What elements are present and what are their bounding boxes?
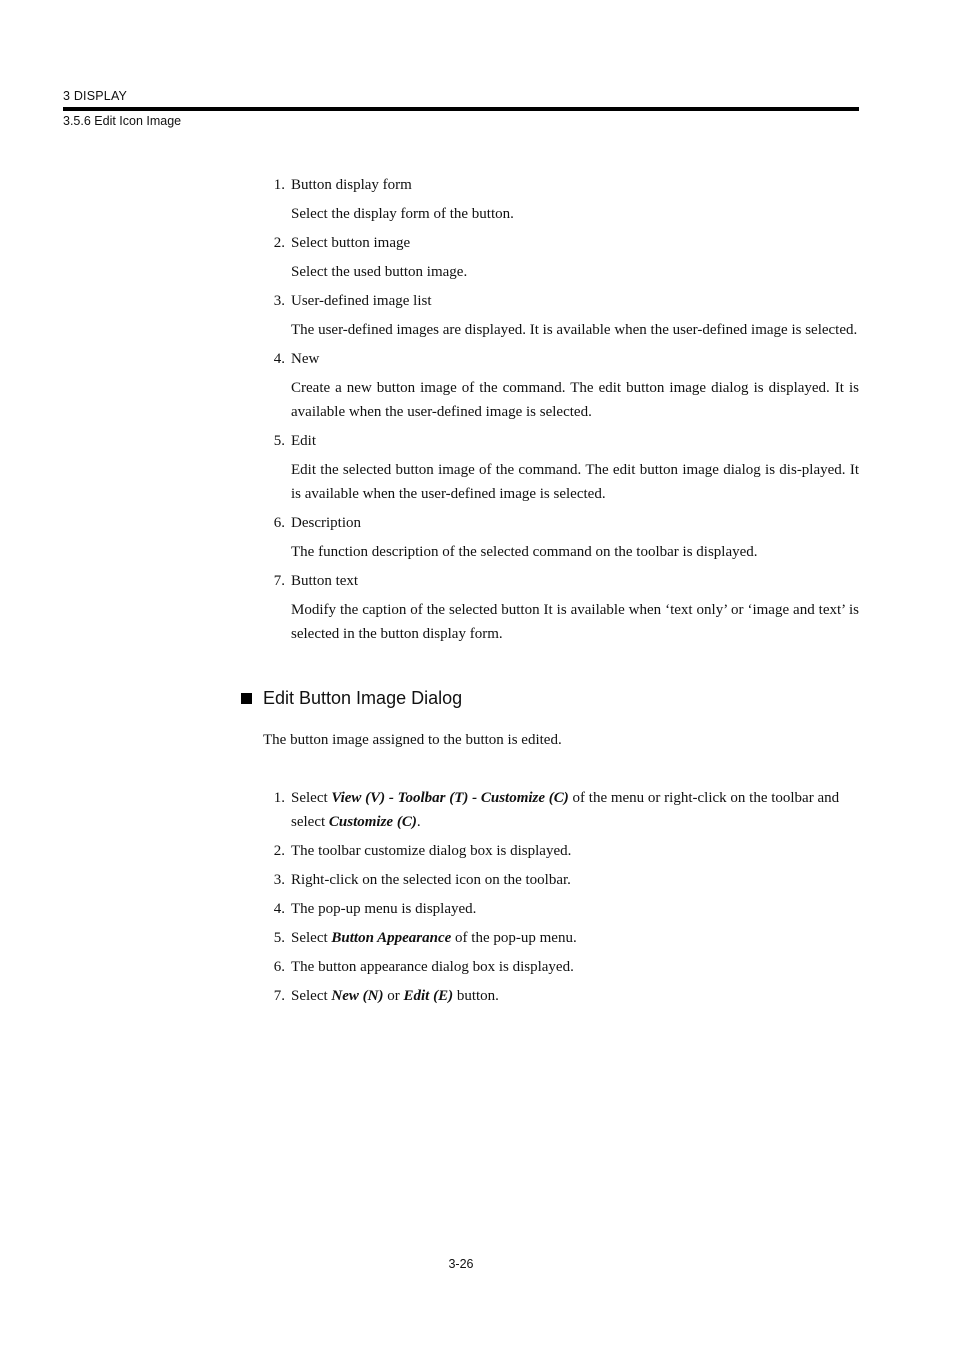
section-heading xyxy=(241,688,462,709)
item-title: Button text xyxy=(291,573,359,589)
item-description: Modify the caption of the selected button It is available when ‘text only’ or ‘image and text’ is selected in the button display form. xyxy=(291,602,859,642)
item-title: Select button image xyxy=(291,235,411,251)
step-item: 7. Select New (N) or Edit (E) button. xyxy=(273,988,499,1004)
item-title: User-defined image list xyxy=(291,293,432,309)
button-name: Edit (E) xyxy=(403,988,454,1004)
section-intro: The button image assigned to the button is edited. xyxy=(263,732,562,748)
step-item: 4. The pop-up menu is displayed. xyxy=(273,901,477,917)
step-item: 5. Select Button Appearance of the pop-up menu. xyxy=(273,930,577,946)
item-title: Edit xyxy=(291,433,316,449)
chapter-header: 3 DISPLAY xyxy=(63,89,128,103)
item-title: Button display form xyxy=(291,177,412,193)
list-item: 3. User-defined image list xyxy=(273,293,432,309)
list-item: 4. New xyxy=(273,351,320,367)
page-number: 3-26 xyxy=(448,1257,474,1271)
dialog-items-list xyxy=(263,173,859,651)
section-header: 3.5.6 Edit Icon Image xyxy=(63,114,182,128)
list-item: 5. Edit xyxy=(273,433,316,449)
menu-command: Button Appearance xyxy=(331,930,452,946)
list-item: 6. Description xyxy=(273,515,361,531)
step-item: 2. The toolbar customize dialog box is displayed. xyxy=(273,843,572,859)
item-title: Description xyxy=(291,515,361,531)
square-bullet-icon xyxy=(241,693,252,704)
item-description: Edit the selected button image of the command. The edit button image dialog is dis-played. It is available when the user-defined image is selected. xyxy=(291,462,859,502)
list-item: 2. Select button image xyxy=(273,235,411,251)
step-item: 1. Select View (V) - Toolbar (T) - Customize (C) of the menu or right-click on the toolbar and select Customize (C). xyxy=(273,790,840,830)
item-description: Select the used button image. xyxy=(291,264,468,280)
item-title: New xyxy=(291,351,320,367)
menu-path: View (V) - Toolbar (T) - Customize (C) xyxy=(331,790,569,806)
menu-command: Customize (C) xyxy=(328,814,417,830)
item-description: Create a new button image of the command. The edit button image dialog is displayed. It is available when the user-defined image is selected. xyxy=(291,380,859,420)
item-description: Select the display form of the button. xyxy=(291,206,514,222)
list-item: 7. Button text xyxy=(273,573,359,589)
step-item: 3. Right-click on the selected icon on the toolbar. xyxy=(273,872,571,888)
header-rule xyxy=(63,107,859,111)
button-name: New (N) xyxy=(331,988,384,1004)
section-title: Edit Button Image Dialog xyxy=(263,688,463,708)
list-item: 1. Button display form xyxy=(273,177,412,193)
item-description: The user-defined images are displayed. It is available when the user-defined image is selected. xyxy=(291,322,858,338)
step-item: 6. The button appearance dialog box is displayed. xyxy=(273,959,574,975)
item-description: The function description of the selected command on the toolbar is displayed. xyxy=(291,544,758,560)
procedure-steps-list xyxy=(263,786,859,1013)
